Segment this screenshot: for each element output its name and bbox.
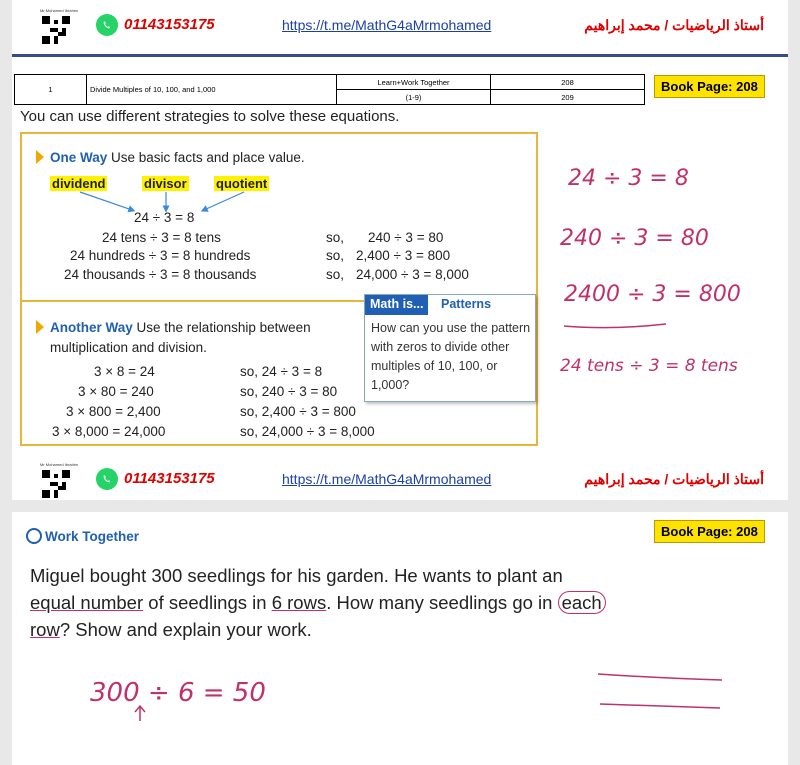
- problem-part-end: ? Show and explain your work.: [59, 619, 312, 640]
- div-1: so, 24 ÷ 3 = 8: [240, 364, 323, 379]
- teacher-name: أستاذ الرياضيات / محمد إبراهيم: [584, 17, 764, 33]
- handwritten-line-2: 240 ÷ 3 = 80: [560, 226, 709, 251]
- div-2: so, 240 ÷ 3 = 80: [240, 384, 338, 399]
- math-is-tab: Math is...: [365, 295, 428, 315]
- problem-each: each: [558, 591, 606, 614]
- handwritten-line-4: 24 tens ÷ 3 = 8 tens: [560, 356, 738, 376]
- phone-number: 01143153175: [124, 16, 215, 33]
- strategies-box: [20, 132, 538, 446]
- qr-caption: Mr Mohamed Ibrahim: [40, 8, 79, 13]
- mult-2: 3 × 80 = 240: [78, 384, 154, 399]
- one-way-marker-icon: [36, 150, 44, 164]
- problem-equal-number: equal number: [30, 592, 144, 613]
- problem-row: row: [30, 619, 60, 640]
- so-2: so,: [326, 248, 345, 263]
- lesson-page-b: 209: [491, 90, 645, 105]
- page-footer: [12, 454, 788, 504]
- worksheet-page-1: [12, 0, 788, 500]
- place-value-2: 24 hundreds ÷ 3 = 8 hundreds: [70, 248, 251, 263]
- so-1: so,: [326, 230, 345, 245]
- whatsapp-footer-icon: [96, 468, 118, 490]
- math-is-callout: [364, 294, 536, 402]
- handwritten-rule: [562, 318, 672, 330]
- teacher-name-footer: أستاذ الرياضيات / محمد إبراهيم: [584, 471, 764, 487]
- handwritten-answer: 300 ÷ 6 = 50: [90, 678, 266, 708]
- problem-part-d: . How many seedlings go in: [326, 592, 558, 613]
- another-way-label: Another Way: [50, 320, 133, 335]
- mult-3: 3 × 800 = 2,400: [66, 404, 161, 419]
- phone-number-footer: 01143153175: [124, 470, 215, 487]
- lesson-range: (1-9): [337, 90, 491, 105]
- tag-dividend: dividend: [52, 176, 106, 191]
- basic-fact: 24 ÷ 3 = 8: [134, 210, 195, 225]
- lesson-section: Learn+Work Together: [337, 75, 491, 90]
- another-way-heading: [50, 320, 311, 335]
- page-header: [12, 0, 788, 50]
- header-divider: [12, 54, 788, 57]
- qr-code-footer-icon: [42, 470, 70, 498]
- place-value-1: 24 tens ÷ 3 = 8 tens: [102, 230, 221, 245]
- one-way-label: One Way: [50, 150, 108, 165]
- one-way-desc: Use basic facts and place value.: [111, 150, 305, 165]
- handwritten-line-1: 24 ÷ 3 = 8: [568, 166, 689, 191]
- book-page-badge-2: Book Page: 208: [654, 520, 765, 543]
- work-together-icon: [26, 528, 42, 544]
- book-page-badge: Book Page: 208: [654, 75, 765, 98]
- handwritten-arrow-icon: [132, 704, 148, 722]
- problem-line-1: Miguel bought 300 seedlings for his garden. He wants to plant an: [30, 565, 563, 586]
- qr-caption-footer: Mr Mohamed Ibrahim: [40, 462, 79, 467]
- lesson-table: [14, 74, 645, 105]
- one-way-heading: [50, 150, 305, 165]
- another-way-marker-icon: [36, 320, 44, 334]
- work-together-label: Work Together: [45, 529, 140, 544]
- div-4: so, 24,000 ÷ 3 = 8,000: [240, 424, 375, 439]
- tag-divisor: divisor: [144, 176, 187, 191]
- problem-text: [30, 562, 710, 643]
- answer-lines: [596, 666, 726, 716]
- whatsapp-icon: [96, 14, 118, 36]
- mult-4: 3 × 8,000 = 24,000: [52, 424, 166, 439]
- problem-part-b: of seedlings in: [143, 592, 272, 613]
- tag-quotient: quotient: [216, 176, 268, 191]
- telegram-link[interactable]: https://t.me/MathG4aMrmohamed: [282, 17, 492, 33]
- result-3: 24,000 ÷ 3 = 8,000: [356, 267, 469, 282]
- div-3: so, 2,400 ÷ 3 = 800: [240, 404, 356, 419]
- problem-six-rows: 6 rows: [271, 592, 327, 613]
- telegram-link-footer[interactable]: https://t.me/MathG4aMrmohamed: [282, 471, 492, 487]
- so-3: so,: [326, 267, 345, 282]
- another-way-desc-2: multiplication and division.: [50, 340, 207, 355]
- mult-1: 3 × 8 = 24: [94, 364, 155, 379]
- another-way-desc: Use the relationship between: [136, 320, 311, 335]
- worksheet-page-2: [12, 512, 788, 765]
- math-is-topic: Patterns: [441, 297, 492, 311]
- handwritten-line-3: 2400 ÷ 3 = 800: [564, 282, 741, 307]
- qr-code-icon: [42, 16, 70, 44]
- math-is-question: How can you use the pattern with zeros to divide other multiples of 10, 100, or 1,000?: [371, 321, 531, 392]
- work-together-heading: [26, 528, 139, 544]
- place-value-3: 24 thousands ÷ 3 = 8 thousands: [64, 267, 257, 282]
- intro-text: You can use different strategies to solve these equations.: [20, 108, 400, 125]
- lesson-number: 1: [15, 75, 87, 105]
- lesson-page-a: 208: [491, 75, 645, 90]
- result-1: 240 ÷ 3 = 80: [368, 230, 444, 245]
- result-2: 2,400 ÷ 3 = 800: [356, 248, 451, 263]
- lesson-title: Divide Multiples of 10, 100, and 1,000: [87, 75, 337, 105]
